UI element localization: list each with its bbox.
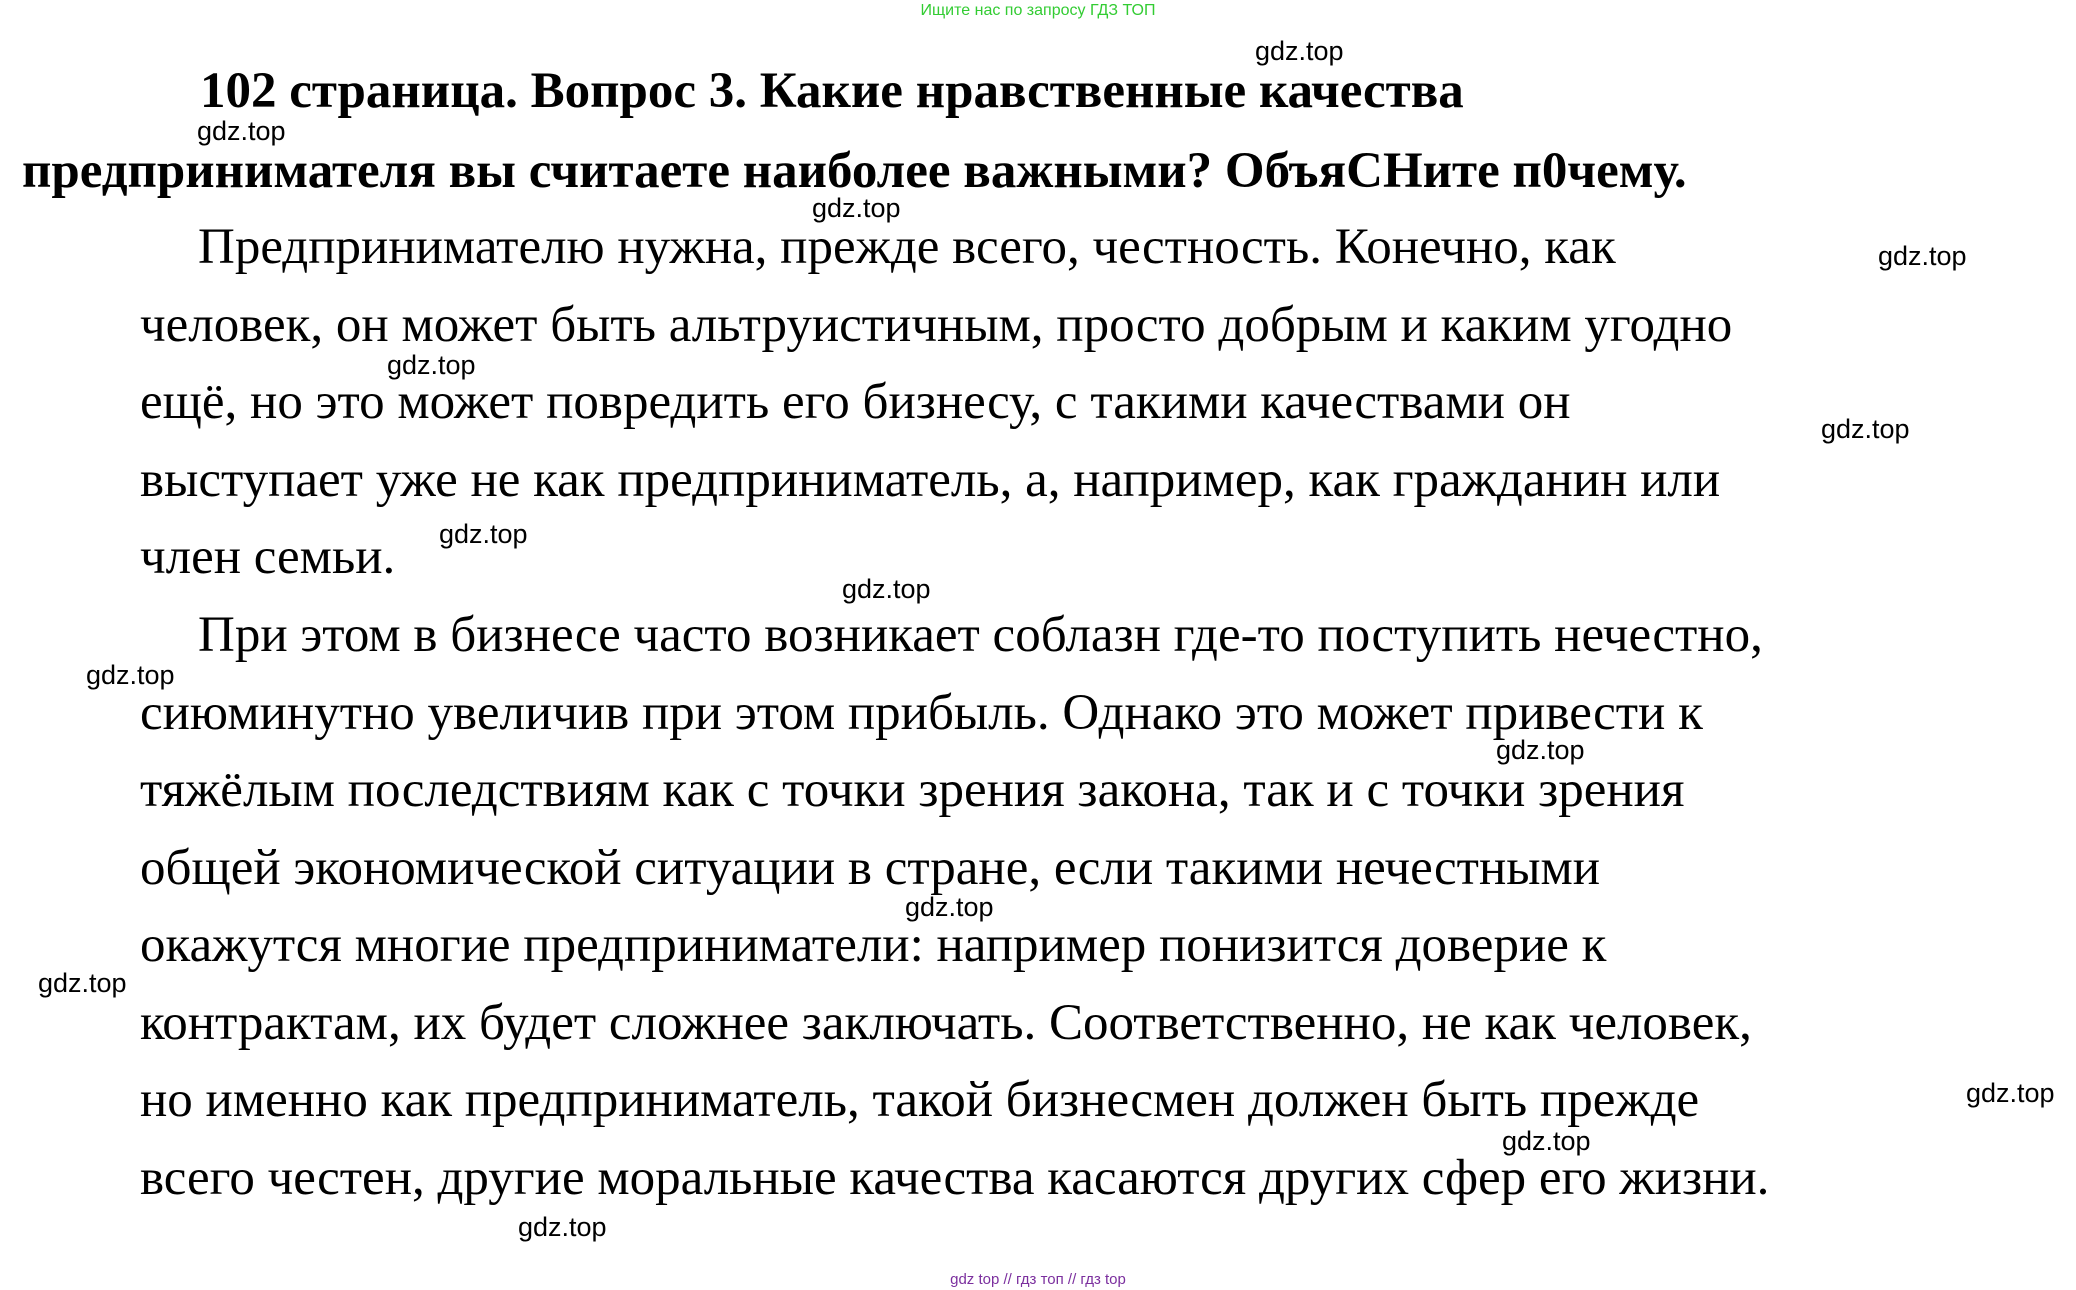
paragraph-line: контрактам, их будет сложнее заключать. Соответственно, не как человек, <box>140 995 1752 1051</box>
watermark: gdz.top <box>842 574 931 604</box>
watermark: gdz.top <box>1878 241 1967 271</box>
paragraph-line: выступает уже не как предприниматель, а, например, как гражданин или <box>140 452 1721 508</box>
watermark: gdz.top <box>1966 1078 2055 1108</box>
paragraph-line: Предпринимателю нужна, прежде всего, честность. Конечно, как <box>198 219 1616 275</box>
top-banner: Ищите нас по запросу ГДЗ ТОП <box>920 2 1156 19</box>
page-title-line-1: 102 страница. Вопрос 3. Какие нравственные качества <box>200 63 1464 119</box>
watermark: gdz.top <box>1496 735 1585 765</box>
paragraph-line: окажутся многие предприниматели: например понизится доверие к <box>140 917 1607 973</box>
paragraph-line: При этом в бизнесе часто возникает соблазн где-то поступить нечестно, <box>198 607 1763 663</box>
paragraph-line: человек, он может быть альтруистичным, просто добрым и каким угодно <box>140 297 1733 353</box>
watermark: gdz.top <box>387 350 476 380</box>
paragraph-line: всего честен, другие моральные качества касаются других сфер его жизни. <box>140 1150 1770 1206</box>
watermark: gdz.top <box>197 116 286 146</box>
footer-watermark: gdz top // гдз топ // гдз top <box>950 1271 1126 1288</box>
paragraph-line: но именно как предприниматель, такой бизнесмен должен быть прежде <box>140 1072 1700 1128</box>
paragraph-line: сиюминутно увеличив при этом прибыль. Однако это может привести к <box>140 685 1703 741</box>
watermark: gdz.top <box>812 193 901 223</box>
watermark: gdz.top <box>1502 1126 1591 1156</box>
paragraph-line: ещё, но это может повредить его бизнесу, с такими качествами он <box>140 374 1571 430</box>
watermark: gdz.top <box>905 892 994 922</box>
watermark: gdz.top <box>1255 36 1344 66</box>
page-title-line-2: предпринимателя вы считаете наиболее важными? ОбъяСНите п0чему. <box>22 143 1687 199</box>
watermark: gdz.top <box>86 660 175 690</box>
watermark: gdz.top <box>38 968 127 998</box>
paragraph-line: тяжёлым последствиям как с точки зрения закона, так и с точки зрения <box>140 762 1685 818</box>
watermark: gdz.top <box>439 519 528 549</box>
paragraph-line: член семьи. <box>140 529 396 585</box>
watermark: gdz.top <box>518 1212 607 1242</box>
paragraph-line: общей экономической ситуации в стране, если такими нечестными <box>140 840 1601 896</box>
watermark: gdz.top <box>1821 414 1910 444</box>
